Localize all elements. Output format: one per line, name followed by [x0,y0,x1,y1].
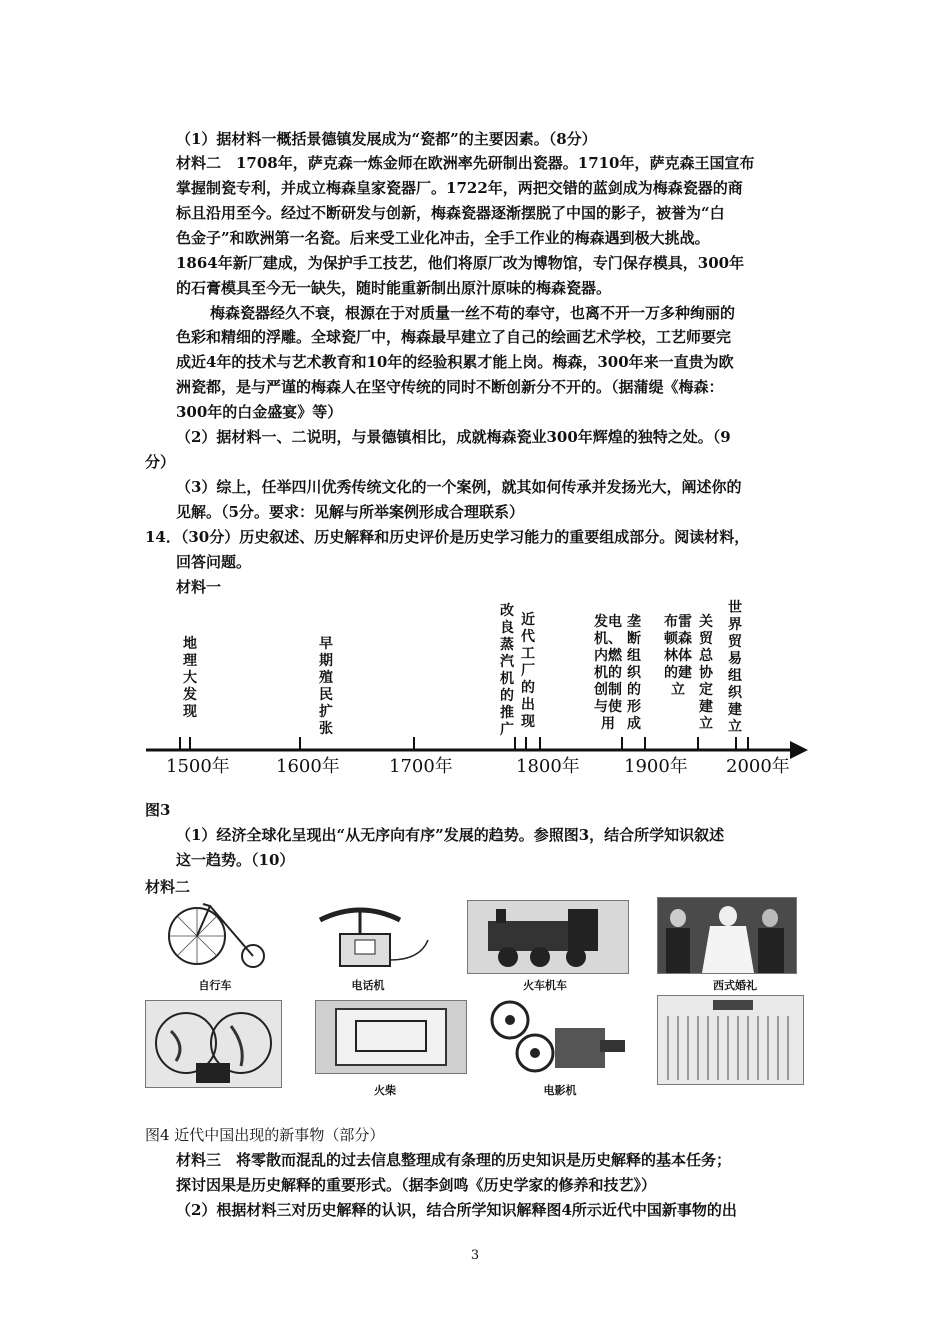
newspaper-map-image [145,1000,282,1088]
caption-film-projector: 电影机 [543,1084,577,1097]
locomotive-image [467,900,629,974]
text-line: 的石膏模具至今无一缺失，随时能重新制出原汁原味的梅森瓷器。 [176,279,612,297]
year-2000: 2000年 [726,756,790,777]
material-3-line: 材料三 将零散而混乱的过去信息整理成有条理的历史知识是历史解释的基本任务； [176,1151,732,1169]
question-1-line: （1）经济全球化呈现出“从无序向有序”发展的趋势。参照图3，结合所学知识叙述 [176,826,725,844]
text-line: 分） [145,453,176,471]
event-geographic-discovery: 地理大发现 [183,636,197,720]
text-line: 掌握制瓷专利，并成立梅森皇家瓷器厂。1722年，两把交错的蓝剑成为梅森瓷器的商 [176,179,743,197]
page-number: 3 [470,1248,480,1263]
material-2-label: 材料二 [145,878,191,896]
wedding-photo-image [657,897,797,974]
text-line: （1）据材料一概括景德镇发展成为“瓷都”的主要因素。（8分） [176,130,597,148]
caption-western-wedding: 西式婚礼 [713,979,757,992]
text-line: 洲瓷都，是与严谨的梅森人在坚守传统的同时不断创新分不开的。（据蒲缇《梅森： [176,378,724,396]
caption-matches: 火柴 [374,1084,396,1097]
event-early-colonial-expansion: 早期殖民扩张 [319,636,333,737]
telephone-image [300,900,435,972]
event-bretton-woods: 布雷顿森林体的建立 [664,614,692,698]
event-modern-factory: 近代工厂的出现 [521,612,535,730]
caption-telephone: 电话机 [351,979,385,992]
text-line: 见解。（5分。要求：见解与所举案例形成合理联系） [176,503,524,521]
matchbox-image [315,1000,467,1074]
text-line: 材料二 1708年，萨克森一炼金师在欧洲率先研制出瓷器。1710年，萨克森王国宣布 [176,154,755,172]
text-line: 300年的白金盛宴》等） [176,403,343,421]
year-1800: 1800年 [516,756,580,777]
year-1700: 1700年 [389,756,453,777]
year-1900: 1900年 [624,756,688,777]
caption-bicycle: 自行车 [198,979,232,992]
question-1-line: 这一趋势。（10） [176,851,295,869]
event-monopoly: 垄断组织的形成 [627,614,641,732]
text-line: 梅森瓷器经久不衰，根源在于对质量一丝不苟的奉守，也离不开一万多种绚丽的 [210,304,736,322]
year-1600: 1600年 [276,756,340,777]
film-projector-image [480,998,630,1078]
text-line: 回答问题。 [176,553,252,571]
year-1500: 1500年 [166,756,230,777]
caption-locomotive: 火车机车 [523,979,567,992]
text-line: 色彩和精细的浮雕。全球瓷厂中，梅森最早建立了自己的绘画艺术学校，工艺师要完 [176,328,732,346]
text-line: （2）据材料一、二说明，与景德镇相比，成就梅森瓷业300年辉煌的独特之处。（9 [176,428,731,446]
text-line: 成近4年的技术与艺术教育和10年的经验积累才能上岗。梅森，300年来一直贵为欧 [176,353,734,371]
text-line: （3）综上，任举四川优秀传统文化的一个案例，就其如何传承并发扬光大，阐述你的 [176,478,742,496]
text-line: 标且沿用至今。经过不断研发与创新，梅森瓷器逐渐摆脱了中国的影子，被誉为“白 [176,204,725,222]
event-generator-engine: 发电机、内燃机的创制与使用 [594,614,622,732]
bicycle-image [155,900,270,972]
event-wto: 世界贸易组织建立 [728,600,742,735]
event-steam-engine: 改良蒸汽机的推广 [500,603,514,738]
newspaper-page-image [657,995,804,1085]
material-3-line: 探讨因果是历史解释的重要形式。（据李剑鸣《历史学家的修养和技艺》） [176,1176,657,1194]
question-14-line: 14．（30分）历史叙述、历史解释和历史评价是历史学习能力的重要组成部分。阅读材料， [145,528,750,546]
timeline-axis [0,590,950,790]
material-1-label: 材料一 [176,578,222,596]
figure-4-caption: 图4 近代中国出现的新事物（部分） [145,1126,385,1144]
question-2-line: （2）根据材料三对历史解释的认识，结合所学知识解释图4所示近代中国新事物的出 [176,1201,737,1219]
event-gatt: 关贸总协定建立 [699,614,713,732]
text-line: 1864年新厂建成，为保护手工技艺，他们将原厂改为博物馆，专门保存模具，300年 [176,254,745,272]
figure-3-label: 图3 [145,801,171,819]
text-line: 色金子”和欧洲第一名瓷。后来受工业化冲击，全手工作业的梅森遇到极大挑战。 [176,229,710,247]
